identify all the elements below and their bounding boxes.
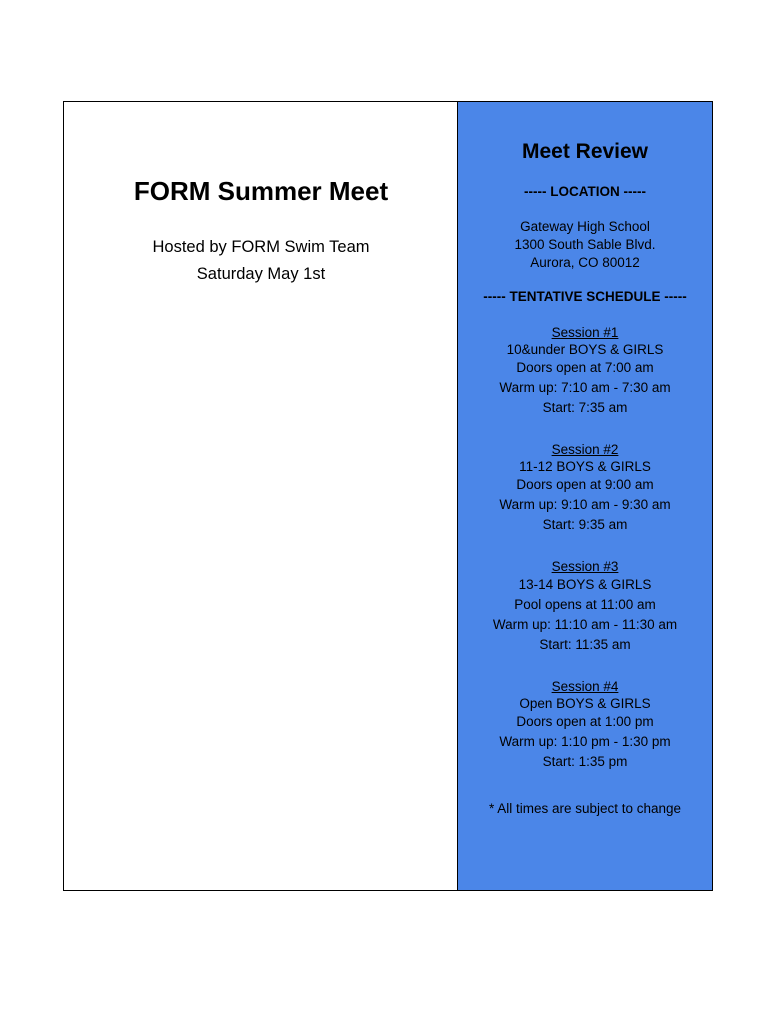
address-venue: Gateway High School (520, 219, 650, 234)
session-2 (458, 441, 712, 535)
meet-date-text: Saturday May 1st (196, 265, 326, 283)
session-doors: Pool opens at 11:00 am (514, 597, 656, 612)
schedule-header: ----- TENTATIVE SCHEDULE ----- (483, 289, 687, 304)
meet-review-title: Meet Review (521, 140, 649, 163)
session-start: Start: 1:35 pm (542, 754, 628, 769)
session-doors: Doors open at 1:00 pm (516, 714, 654, 729)
session-warmup: Warm up: 9:10 am - 9:30 am (499, 497, 671, 512)
session-1 (458, 324, 712, 418)
session-warmup: Warm up: 7:10 am - 7:30 am (499, 380, 671, 395)
address-city: Aurora, CO 80012 (530, 255, 640, 270)
session-doors: Doors open at 9:00 am (516, 477, 654, 492)
session-title: Session #3 (551, 559, 619, 574)
flyer-page (63, 101, 713, 891)
session-group: 11-12 BOYS & GIRLS (519, 459, 651, 474)
session-title: Session #2 (551, 442, 619, 457)
session-group: Open BOYS & GIRLS (519, 696, 651, 711)
address-street: 1300 South Sable Blvd. (514, 237, 656, 252)
session-start: Start: 7:35 am (542, 400, 628, 415)
session-warmup: Warm up: 11:10 am - 11:30 am (492, 617, 678, 632)
session-4 (458, 678, 712, 772)
session-title: Session #1 (551, 325, 619, 340)
left-panel (64, 102, 458, 890)
location-header: ----- LOCATION ----- (524, 184, 646, 199)
schedule-footnote: * All times are subject to change (488, 801, 682, 816)
hosted-by-text: Hosted by FORM Swim Team (152, 238, 370, 256)
session-doors: Doors open at 7:00 am (516, 360, 654, 375)
session-start: Start: 11:35 am (539, 637, 631, 652)
session-start: Start: 9:35 am (542, 517, 628, 532)
session-title: Session #4 (551, 679, 619, 694)
session-group: 10&under BOYS & GIRLS (506, 342, 664, 357)
meet-title: FORM Summer Meet (133, 176, 389, 206)
session-group: 13-14 BOYS & GIRLS (518, 577, 652, 592)
session-3 (458, 558, 712, 655)
meet-review-panel (458, 102, 712, 890)
session-warmup: Warm up: 1:10 pm - 1:30 pm (499, 734, 671, 749)
